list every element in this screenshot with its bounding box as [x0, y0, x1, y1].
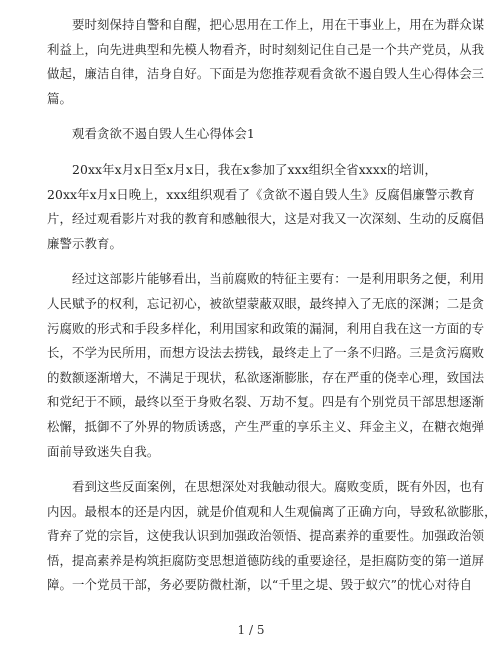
text-line: 长，不学为民所用，而想方设法去捞钱，最终走上了一条不归路。三是贪污腐败: [47, 345, 485, 361]
section-heading: [47, 122, 465, 147]
text-line: 内因。最根本的还是内因，就是价值观和人生观偏离了正确方向，导致私欲膨胀，: [47, 503, 497, 519]
text-line: 20xx年x月x日至x月x日，我在x参加了xxx组织全省xxxx的培训，: [72, 161, 438, 177]
text-line: 20xx年x月x日晚上，xxx组织观看了《贪欲不遏自毁人生》反腐倡廉警示教育: [47, 186, 475, 202]
text-line: 要时刻保持自警和自醒，把心思用在工作上，用在干事业上，用在为群众谋: [72, 17, 485, 32]
paragraph-3: [47, 475, 497, 598]
text-line: 背弃了党的宗旨，这使我认识到加强政治领悟、提高素养的重要性。加强政治领: [47, 528, 485, 544]
text-line: 污腐败的形式和手段多样化，利用国家和政策的漏洞，利用自我在这一方面的专: [47, 320, 485, 336]
text-line: 悟，提高素养是构筑拒腐防变思想道德防线的重要途径，是拒腐防变的第一道屏: [47, 552, 485, 568]
text-line: 做起，廉洁自律，洁身自好。下面是为您推荐观看贪欲不遏自毁人生心得体会三: [47, 66, 485, 82]
text-line: 利益上，向先进典型和先模人物看齐，时时刻刻记住自己是一个共产党员，从我: [47, 41, 485, 57]
text-line: 面前导致迷失自我。: [47, 443, 160, 459]
text-line: 看到这些反面案例，在思想深处对我触动很大。腐败变质，既有外因，也有: [72, 479, 485, 495]
text-line: 经过这部影片能够看出，当前腐败的特征主要有：一是利用职务之便，利用: [72, 271, 485, 287]
paragraph-2: [47, 267, 485, 464]
heading-text: 观看贪欲不遏自毁人生心得体会1: [72, 126, 255, 142]
page-indicator: 1 / 5: [237, 623, 265, 637]
text-line: 廉警示教育。: [47, 235, 122, 251]
text-line: 和党纪于不顾，最终以至于身败名裂、万劫不复。四是有个别党员干部思想逐渐: [47, 394, 485, 410]
text-line: 松懈，抵御不了外界的物质诱惑，产生严重的享乐主义、拜金主义，在糖衣炮弹: [47, 418, 485, 434]
paragraph-intro: [47, 13, 485, 111]
paragraph-1: [47, 158, 485, 256]
document-body: [47, 13, 497, 609]
text-line: 的数额逐渐增大，不满足于现状，私欲逐渐膨胀，存在严重的侥幸心理，致国法: [47, 369, 485, 385]
text-line: 片，经过观看影片对我的教育和感触很大，这是对我又一次深刻、生动的反腐倡: [47, 211, 485, 227]
text-line: 篇。: [47, 90, 72, 106]
text-line: 人民赋予的权利，忘记初心，被欲望蒙蔽双眼，最终掉入了无底的深渊；二是贪: [47, 295, 485, 311]
text-line: 障。一个党员干部，务必要防微杜渐，以“千里之堤、毁于蚁穴”的忧心对待自: [47, 577, 473, 593]
